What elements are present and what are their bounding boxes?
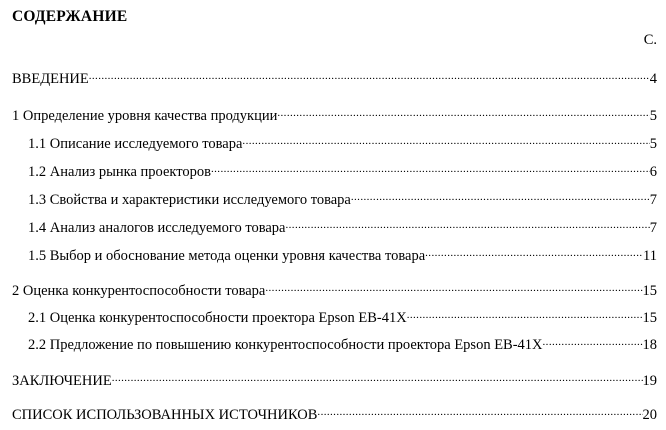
toc-entry-text: 1.3 Свойства и характеристики исследуемого товара <box>28 192 351 208</box>
toc-entry-page: 4 <box>649 71 657 87</box>
dot-leader <box>211 156 650 176</box>
page-column-label: С. <box>643 32 657 48</box>
toc-entry-text: 1.4 Анализ аналогов исследуемого товара <box>28 220 286 236</box>
dot-leader <box>317 399 642 419</box>
toc-entry-conclusion <box>12 365 657 389</box>
toc-entry-section-1-3 <box>28 184 657 208</box>
toc-entry-section-2-2 <box>28 329 657 353</box>
toc-entry-references <box>12 399 657 423</box>
toc-entry-page: 19 <box>642 373 657 389</box>
toc-entry-page: 5 <box>649 136 657 152</box>
toc-entry-page: 7 <box>649 220 657 236</box>
toc-entry-text: 1.1 Описание исследуемого товара <box>28 136 243 152</box>
toc-entry-page: 11 <box>643 248 657 264</box>
dot-leader <box>242 128 649 148</box>
toc-entry-page: 7 <box>649 192 657 208</box>
dot-leader <box>112 365 643 385</box>
toc-entry-page: 15 <box>642 283 657 299</box>
toc-entry-page: 20 <box>642 407 657 423</box>
dot-leader <box>543 329 643 349</box>
toc-entry-text: ЗАКЛЮЧЕНИЕ <box>12 373 112 389</box>
toc-entry-section-1-5 <box>28 240 657 264</box>
toc-entry-page: 15 <box>642 310 657 326</box>
dot-leader <box>277 100 649 120</box>
toc-entry-text: ВВЕДЕНИЕ <box>12 71 89 87</box>
toc-entry-text: СПИСОК ИСПОЛЬЗОВАННЫХ ИСТОЧНИКОВ <box>12 407 318 423</box>
dot-leader <box>286 212 650 232</box>
toc-entry-page: 6 <box>649 164 657 180</box>
toc-entry-text: 1 Определение уровня качества продукции <box>12 108 278 124</box>
toc-entry-section-1-1 <box>28 128 657 152</box>
dot-leader <box>407 302 643 322</box>
toc-title: СОДЕРЖАНИЕ <box>12 8 128 25</box>
dot-leader <box>265 275 642 295</box>
toc-entry-section-1-4 <box>28 212 657 236</box>
toc-entry-text: 1.2 Анализ рынка проекторов <box>28 164 211 180</box>
toc-entry-section-1-2 <box>28 156 657 180</box>
toc-entry-text: 2 Оценка конкурентоспособности товара <box>12 283 266 299</box>
toc-entry-text: 2.2 Предложение по повышению конкурентоспособности проектора Epson EB-41X <box>28 337 543 353</box>
dot-leader <box>351 184 650 204</box>
toc-entry-section-2-1 <box>28 302 657 326</box>
dot-leader <box>89 63 650 83</box>
toc-entry-page: 18 <box>642 337 657 353</box>
toc-entry-chapter-2 <box>12 275 657 299</box>
dot-leader <box>425 240 643 260</box>
toc-entry-introduction <box>12 63 657 87</box>
toc-entry-text: 2.1 Оценка конкурентоспособности проектора Epson EB-41X <box>28 310 407 326</box>
toc-entry-chapter-1 <box>12 100 657 124</box>
toc-entry-page: 5 <box>649 108 657 124</box>
toc-entry-text: 1.5 Выбор и обоснование метода оценки уровня качества товара <box>28 248 426 264</box>
